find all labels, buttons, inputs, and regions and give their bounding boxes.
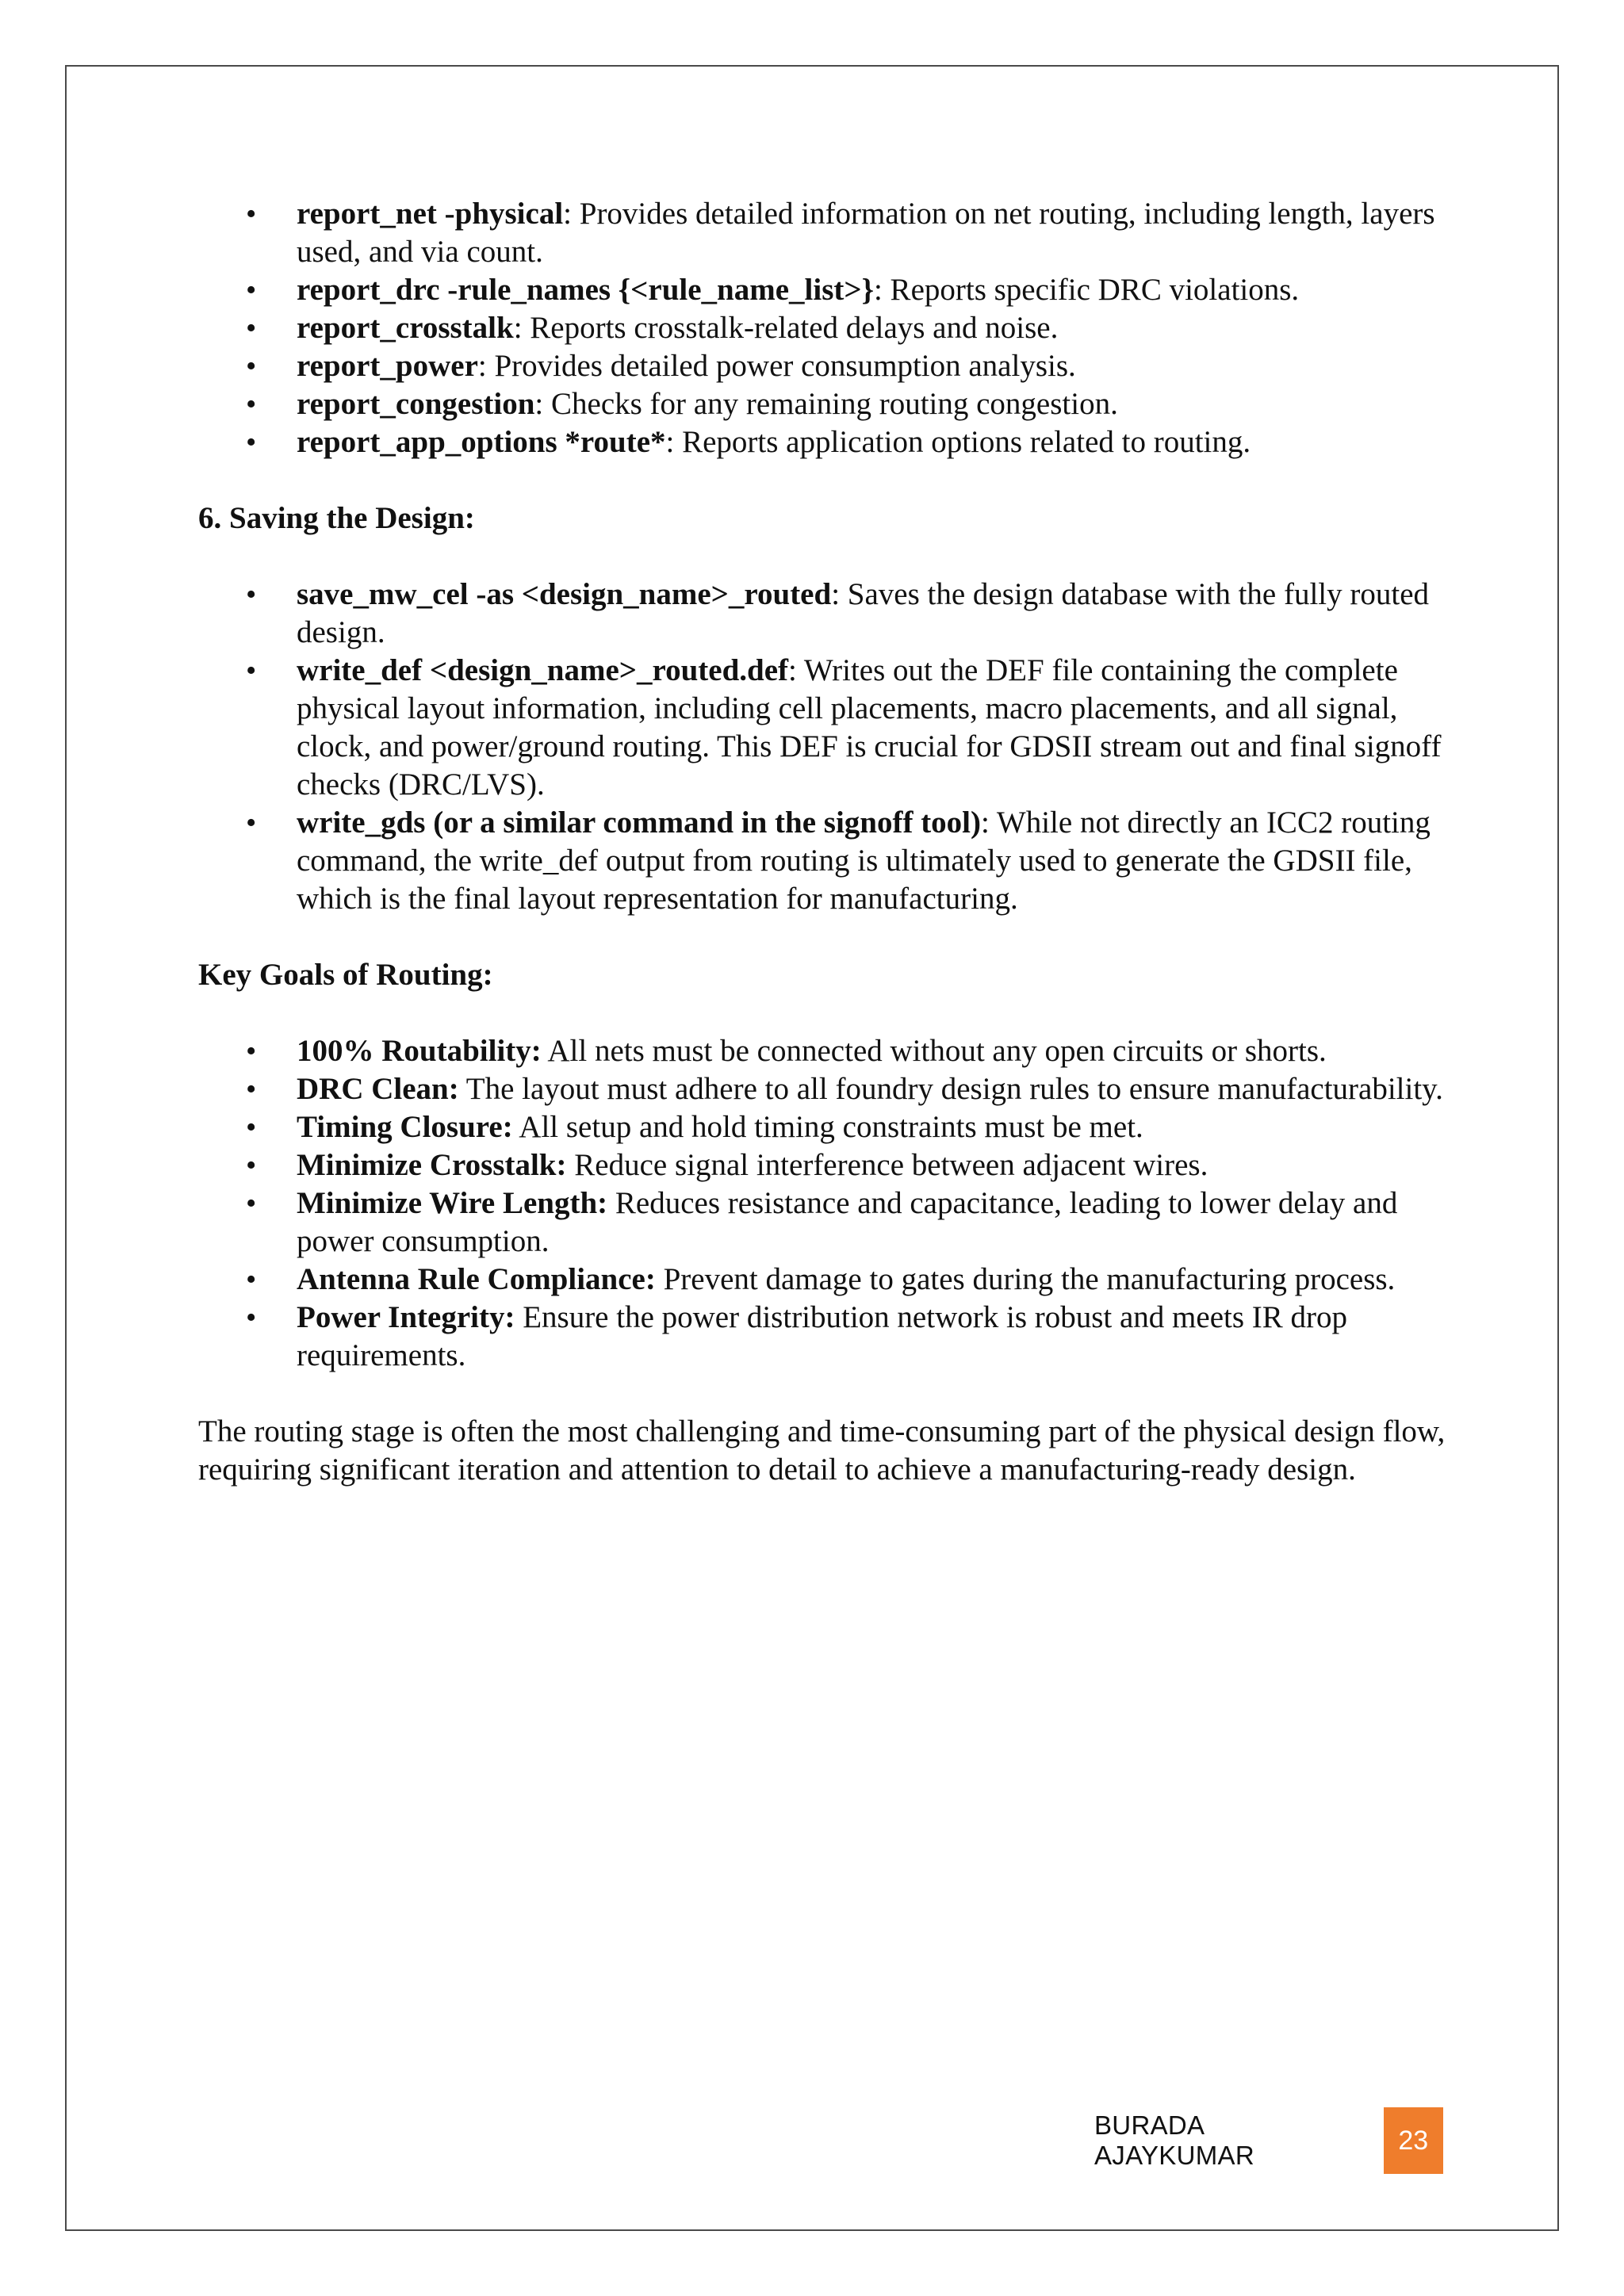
list-item (198, 347, 1451, 385)
command-description: : Provides detailed power consumption analysis. (477, 349, 1076, 383)
list-item (198, 1032, 1451, 1070)
list-item (198, 1184, 1451, 1261)
goal-description: Reduce signal interference between adjacent wires. (566, 1148, 1208, 1182)
page-footer (1094, 2109, 1443, 2172)
command-name: report_net -physical (297, 197, 564, 231)
command-name: report_crosstalk (297, 311, 514, 345)
command-name: report_drc -rule_names {<rule_name_list>} (297, 273, 874, 307)
goal-description: Ensure the power distribution network is robust and meets IR drop requirements. (297, 1300, 1348, 1372)
routing-goals-list (198, 1032, 1451, 1375)
list-item (198, 1108, 1451, 1146)
command-description: : While not directly an ICC2 routing command, the write_def output from routing is ultimately used to generate the GDSII file, which is the final layout representation for manufacturing. (297, 806, 1431, 916)
list-item (198, 652, 1451, 804)
list-item (198, 1299, 1451, 1375)
list-item (198, 1070, 1451, 1108)
page-content (198, 195, 1451, 1489)
saving-commands-list (198, 576, 1451, 918)
command-name: report_app_options *route* (297, 425, 666, 459)
footer-author: BURADA AJAYKUMAR (1094, 2110, 1254, 2170)
goal-name: Minimize Crosstalk: (297, 1148, 567, 1182)
list-item (198, 576, 1451, 652)
report-commands-list (198, 195, 1451, 461)
list-item (198, 271, 1451, 309)
goal-name: Antenna Rule Compliance: (297, 1262, 656, 1296)
list-item (198, 1261, 1451, 1299)
section-heading-saving: 6. Saving the Design: (198, 501, 475, 535)
command-name: save_mw_cel -as <design_name>_routed (297, 577, 832, 611)
command-description: : Provides detailed information on net routing, including length, layers used, and via count. (297, 197, 1435, 269)
command-description: : Reports application options related to routing. (665, 425, 1251, 459)
goal-name: 100% Routability: (297, 1034, 542, 1068)
goal-description: Reduces resistance and capacitance, leading to lower delay and power consumption. (297, 1186, 1398, 1258)
page-number-badge: 23 (1384, 2107, 1443, 2174)
list-item (198, 385, 1451, 423)
command-name: report_congestion (297, 387, 535, 421)
command-name: write_def <design_name>_routed.def (297, 653, 789, 687)
goal-description: Prevent damage to gates during the manufacturing process. (655, 1262, 1396, 1296)
goal-description: All setup and hold timing constraints must be met. (512, 1110, 1143, 1144)
command-description: : Checks for any remaining routing congestion. (534, 387, 1118, 421)
goal-description: All nets must be connected without any open circuits or shorts. (541, 1034, 1327, 1068)
command-description: : Reports crosstalk-related delays and noise. (513, 311, 1059, 345)
command-name: report_power (297, 349, 478, 383)
goal-name: Minimize Wire Length: (297, 1186, 608, 1220)
command-description: : Writes out the DEF file containing the complete physical layout information, including cell placements, macro placements, and all signal, clock, and power/ground routing. This DEF is crucial for GDSII stream out and final signoff checks (DRC/LVS). (297, 653, 1442, 802)
list-item (198, 195, 1451, 271)
list-item (198, 804, 1451, 918)
list-item (198, 309, 1451, 347)
goal-name: Timing Closure: (297, 1110, 513, 1144)
list-item (198, 1146, 1451, 1184)
command-description: : Reports specific DRC violations. (873, 273, 1300, 307)
section-heading-goals: Key Goals of Routing: (198, 958, 493, 992)
goal-name: Power Integrity: (297, 1300, 515, 1334)
goal-name: DRC Clean: (297, 1072, 459, 1106)
list-item (198, 423, 1451, 461)
goal-description: The layout must adhere to all foundry design rules to ensure manufacturability. (458, 1072, 1443, 1106)
command-name: write_gds (or a similar command in the signoff tool) (297, 806, 982, 840)
closing-paragraph: The routing stage is often the most challenging and time-consuming part of the physical design flow, requiring significant iteration and attention to detail to achieve a manufacturing-ready design. (198, 1414, 1446, 1487)
command-description: : Saves the design database with the fully routed design. (297, 577, 1430, 649)
